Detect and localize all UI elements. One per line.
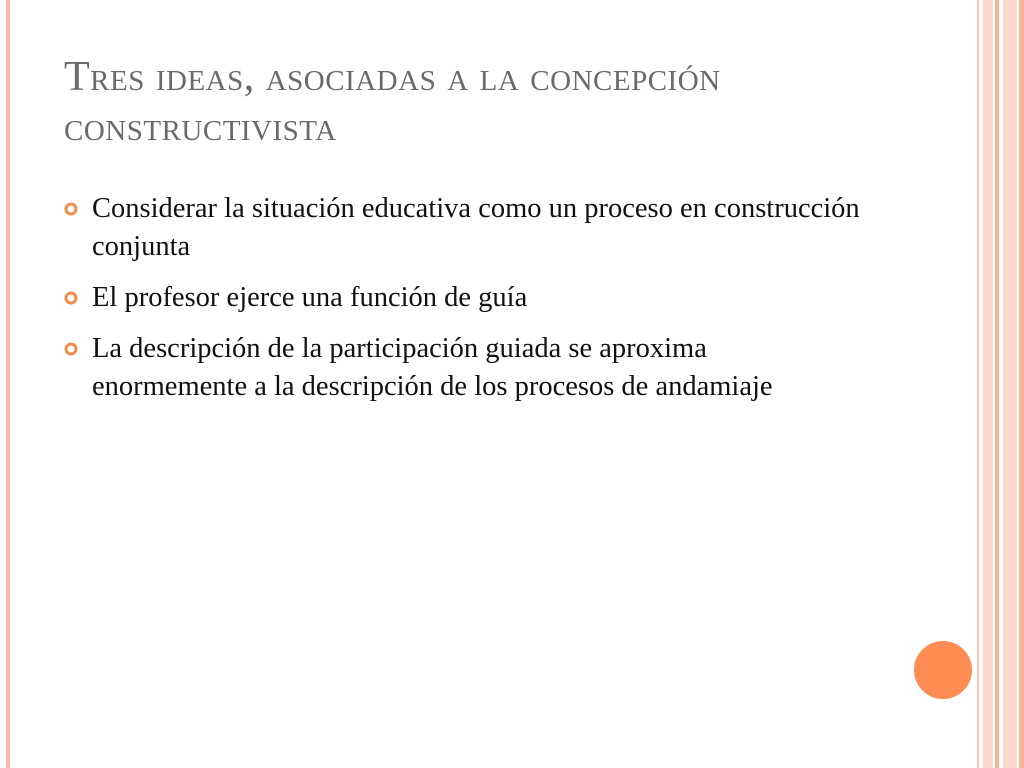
- right-stripe: [983, 0, 993, 768]
- bullet-text: Considerar la situación educativa como un proceso en construcción conjunta: [92, 193, 860, 262]
- right-stripe: [1019, 0, 1024, 768]
- ring-bullet-icon: [64, 342, 78, 356]
- bullet-item: [62, 279, 862, 317]
- bullet-item: [62, 190, 862, 266]
- orange-circle-decoration: [912, 639, 974, 701]
- bullet-text: El profesor ejerce una función de guía: [92, 282, 528, 313]
- left-accent-bar: [6, 0, 10, 768]
- ring-bullet-icon: [64, 291, 78, 305]
- right-stripe: [1003, 0, 1017, 768]
- right-stripe: [995, 0, 999, 768]
- right-stripe: [977, 0, 979, 768]
- bullet-list: [62, 190, 862, 419]
- bullet-item: [62, 330, 862, 406]
- bullet-text: La descripción de la participación guiada se aproxima enormemente a la descripción de los procesos de andamiaje: [92, 333, 773, 402]
- slide-title: Tres ideas, asociadas a la concepción constructivista: [64, 54, 721, 150]
- ring-bullet-icon: [64, 202, 78, 216]
